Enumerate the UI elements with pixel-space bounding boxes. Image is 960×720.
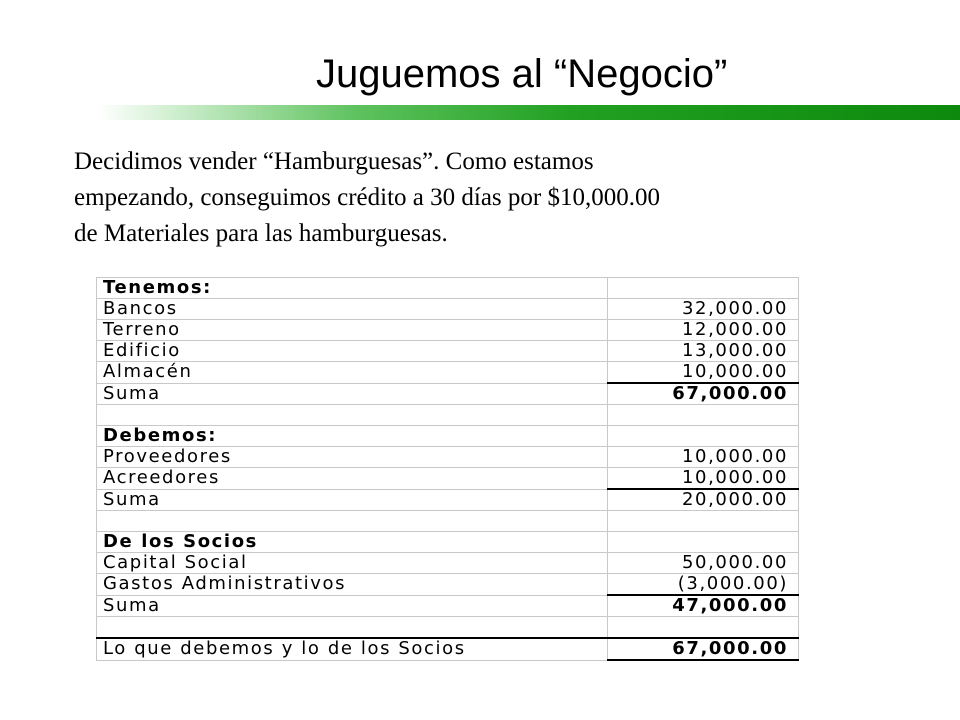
intro-line: de Materiales para las hamburguesas.: [74, 220, 448, 247]
table-cell-value: [608, 617, 799, 639]
table-row: [97, 426, 799, 447]
table-cell-value: 10,000.00: [608, 362, 799, 384]
table-row: [97, 532, 799, 553]
table-cell-value: 13,000.00: [608, 341, 799, 362]
table-cell-label: Acreedores: [97, 468, 608, 490]
table-cell-label: Terreno: [97, 320, 608, 341]
table-cell-value: 50,000.00: [608, 553, 799, 574]
subtotal-value: 20,000.00: [608, 489, 799, 511]
table-cell-value: [608, 405, 799, 426]
table-cell-label: Proveedores: [97, 447, 608, 468]
table-row: [97, 489, 799, 511]
intro-paragraph: [74, 144, 874, 252]
section-heading-equity: De los Socios: [97, 532, 608, 553]
intro-line: empezando, conseguimos crédito a 30 días por $10,000.00: [74, 184, 660, 211]
table-row: [97, 468, 799, 490]
table-row: [97, 553, 799, 574]
balance-sheet-table: [96, 277, 799, 661]
table-row: [97, 511, 799, 532]
table-cell-label: Suma: [97, 383, 608, 405]
subtotal-value: 67,000.00: [608, 383, 799, 405]
table-cell-value: 12,000.00: [608, 320, 799, 341]
table-cell-value: [608, 278, 799, 299]
table-row: [97, 278, 799, 299]
table-cell-label: Bancos: [97, 299, 608, 320]
table-row: [97, 447, 799, 468]
table-cell-label: Almacén: [97, 362, 608, 384]
table-cell-label: [97, 511, 608, 532]
table-cell-label: Edificio: [97, 341, 608, 362]
section-heading-assets: Tenemos:: [97, 278, 608, 299]
table-row: [97, 299, 799, 320]
table-row: [97, 405, 799, 426]
grand-total-value: 67,000.00: [608, 638, 799, 660]
table-row: [97, 574, 799, 596]
grand-total-label: Lo que debemos y lo de los Socios: [97, 638, 608, 660]
table-row: [97, 638, 799, 660]
table-row: [97, 617, 799, 639]
table-cell-label: [97, 405, 608, 426]
table-cell-value: 10,000.00: [608, 447, 799, 468]
table-cell-value: 32,000.00: [608, 299, 799, 320]
table-row: [97, 383, 799, 405]
table-cell-label: [97, 617, 608, 639]
table-row: [97, 595, 799, 617]
table-cell-value: [608, 426, 799, 447]
table-row: [97, 362, 799, 384]
table-cell-label: Suma: [97, 489, 608, 511]
table-cell-label: Capital Social: [97, 553, 608, 574]
table-row: [97, 320, 799, 341]
title-underline-bar: [98, 105, 960, 120]
table-row: [97, 341, 799, 362]
slide-title: Juguemos al “Negocio”: [316, 52, 728, 96]
section-heading-liabilities: Debemos:: [97, 426, 608, 447]
table-cell-label: Gastos Administrativos: [97, 574, 608, 596]
table-cell-value: (3,000.00): [608, 574, 799, 596]
table-cell-value: 10,000.00: [608, 468, 799, 490]
subtotal-value: 47,000.00: [608, 595, 799, 617]
table-cell-label: Suma: [97, 595, 608, 617]
intro-line: Decidimos vender “Hamburguesas”. Como estamos: [74, 148, 594, 175]
table-cell-value: [608, 532, 799, 553]
table-cell-value: [608, 511, 799, 532]
